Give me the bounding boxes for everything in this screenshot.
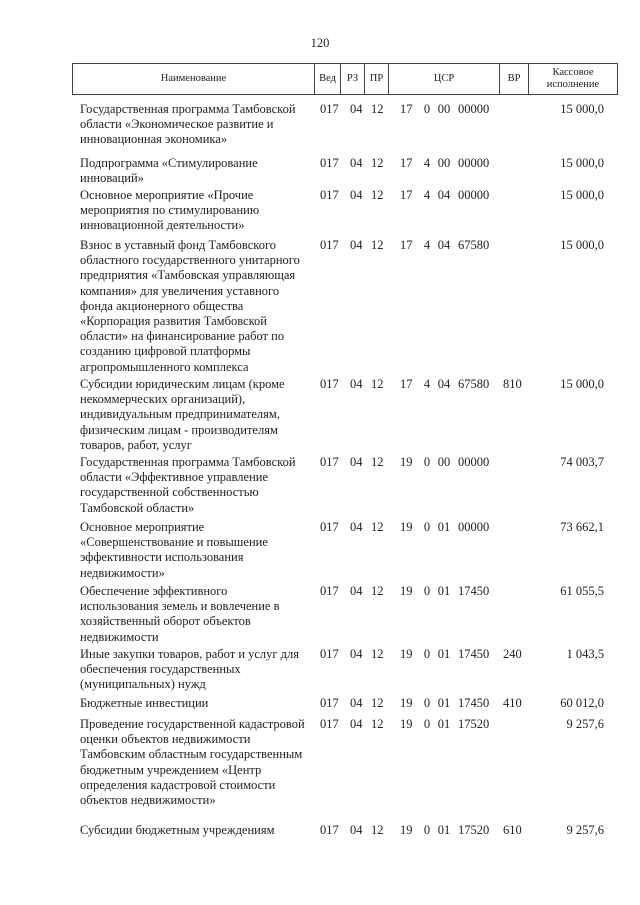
row-name: Взнос в уставный фонд Тамбовского областного государственного унитарного предприятия «Тамбовская управляющая компания» для увеличения уставного фонда акционерного общества «Корпорация развития Тамбовской области» на финансирование работ по созданию цифровой платформы агропромышленного комплекса [80,238,300,374]
row-csr-direction: 00000 [458,520,490,534]
row-rz: 04 [350,102,363,116]
table-header [72,63,618,95]
row-csr-subprogram: 0 [423,455,431,469]
row-pr: 12 [371,156,384,170]
row-rz: 04 [350,455,363,469]
row-sum: 61 055,5 [560,584,604,598]
row-ved: 017 [320,455,339,469]
header-rz: РЗ [341,64,365,94]
row-csr-program: 19 [400,696,413,710]
row-csr-subprogram: 0 [423,584,431,598]
row-csr-event: 01 [437,520,451,534]
row-csr-direction: 67580 [458,377,490,391]
row-csr-direction: 00000 [458,156,490,170]
row-csr-direction: 17520 [458,717,490,731]
row-pr: 12 [371,823,384,837]
row-sum: 60 012,0 [560,696,604,710]
row-name: Государственная программа Тамбовской области «Эффективное управление государственной собственностью Тамбовской области» [80,455,296,515]
row-pr: 12 [371,647,384,661]
header-sum: Кассовое исполнение [546,67,600,90]
row-rz: 04 [350,238,363,252]
row-csr-event: 01 [437,584,451,598]
row-ved: 017 [320,102,339,116]
row-ved: 017 [320,696,339,710]
row-csr-direction: 00000 [458,102,490,116]
row-csr-direction: 17450 [458,647,490,661]
row-ved: 017 [320,156,339,170]
row-name: Обеспечение эффективного использования земель и вовлечение в хозяйственный оборот объектов недвижимости [80,584,280,644]
row-name: Субсидии юридическим лицам (кроме некоммерческих организаций), индивидуальным предпринимателям, физическим лицам - производителям товаров, работ, услуг [80,377,285,452]
row-sum: 15 000,0 [560,377,604,391]
row-sum: 15 000,0 [560,102,604,116]
row-csr-subprogram: 0 [423,647,431,661]
row-csr-direction: 67580 [458,238,490,252]
header-pr: ПР [365,64,389,94]
row-csr-direction: 17520 [458,823,490,837]
row-name: Проведение государственной кадастровой оценки объектов недвижимости Тамбовским областным государственным бюджетным учреждением «Центр определения кадастровой стоимости объектов недвижимости» [80,717,305,808]
row-rz: 04 [350,188,363,202]
row-name: Субсидии бюджетным учреждениям [80,823,275,837]
row-csr-event: 01 [437,823,451,837]
row-csr-direction: 17450 [458,696,490,710]
row-rz: 04 [350,377,363,391]
row-ved: 017 [320,520,339,534]
row-csr-program: 19 [400,520,413,534]
row-pr: 12 [371,102,384,116]
row-csr-subprogram: 0 [423,696,431,710]
row-csr-subprogram: 4 [423,188,431,202]
row-csr-event: 01 [437,647,451,661]
row-vr: 810 [503,377,522,391]
row-sum: 73 662,1 [560,520,604,534]
row-csr-program: 19 [400,584,413,598]
row-pr: 12 [371,455,384,469]
header-vr: ВР [500,64,529,94]
row-csr-direction: 17450 [458,584,490,598]
row-csr-event: 04 [437,377,451,391]
row-rz: 04 [350,823,363,837]
row-vr: 410 [503,696,522,710]
row-ved: 017 [320,647,339,661]
row-name: Бюджетные инвестиции [80,696,209,710]
row-csr-subprogram: 4 [423,238,431,252]
row-rz: 04 [350,584,363,598]
row-csr-program: 17 [400,156,413,170]
row-rz: 04 [350,717,363,731]
row-pr: 12 [371,696,384,710]
row-sum: 15 000,0 [560,238,604,252]
row-pr: 12 [371,520,384,534]
row-csr-program: 17 [400,188,413,202]
row-name: Основное мероприятие «Прочие мероприятия по стимулированию инновационной деятельности» [80,188,260,233]
row-rz: 04 [350,647,363,661]
row-csr-program: 19 [400,823,413,837]
row-csr-program: 17 [400,238,413,252]
header-csr: ЦСР [389,64,500,94]
row-name: Иные закупки товаров, работ и услуг для обеспечения государственных (муниципальных) нужд [80,647,300,692]
row-csr-program: 19 [400,647,413,661]
row-ved: 017 [320,584,339,598]
row-ved: 017 [320,823,339,837]
row-ved: 017 [320,717,339,731]
row-csr-event: 00 [437,102,451,116]
row-pr: 12 [371,717,384,731]
row-pr: 12 [371,188,384,202]
row-ved: 017 [320,238,339,252]
row-csr-subprogram: 0 [423,520,431,534]
row-rz: 04 [350,156,363,170]
row-csr-direction: 00000 [458,188,490,202]
row-name: Основное мероприятие «Совершенствование и повышение эффективности использования недвижимости» [80,520,268,580]
row-name: Государственная программа Тамбовской области «Экономическое развитие и инновационная экономика» [80,102,296,147]
row-rz: 04 [350,520,363,534]
row-csr-program: 17 [400,377,413,391]
row-ved: 017 [320,188,339,202]
row-csr-event: 04 [437,238,451,252]
header-name: Наименование [73,64,315,94]
row-csr-subprogram: 4 [423,156,431,170]
row-csr-program: 19 [400,717,413,731]
row-csr-subprogram: 0 [423,102,431,116]
row-ved: 017 [320,377,339,391]
row-csr-subprogram: 0 [423,823,431,837]
row-csr-event: 01 [437,717,451,731]
row-sum: 9 257,6 [566,717,604,731]
row-sum: 9 257,6 [566,823,604,837]
row-csr-program: 17 [400,102,413,116]
row-vr: 610 [503,823,522,837]
page-number: 120 [310,36,330,50]
row-rz: 04 [350,696,363,710]
row-csr-subprogram: 4 [423,377,431,391]
row-sum: 74 003,7 [560,455,604,469]
row-csr-program: 19 [400,455,413,469]
row-sum: 1 043,5 [566,647,604,661]
row-csr-subprogram: 0 [423,717,431,731]
row-pr: 12 [371,238,384,252]
row-sum: 15 000,0 [560,188,604,202]
row-pr: 12 [371,377,384,391]
row-pr: 12 [371,584,384,598]
row-vr: 240 [503,647,522,661]
row-csr-event: 04 [437,188,451,202]
row-csr-event: 00 [437,455,451,469]
row-name: Подпрограмма «Стимулирование инноваций» [80,156,258,186]
row-csr-event: 01 [437,696,451,710]
row-csr-event: 00 [437,156,451,170]
header-ved: Вед [315,64,341,94]
row-sum: 15 000,0 [560,156,604,170]
row-csr-direction: 00000 [458,455,490,469]
